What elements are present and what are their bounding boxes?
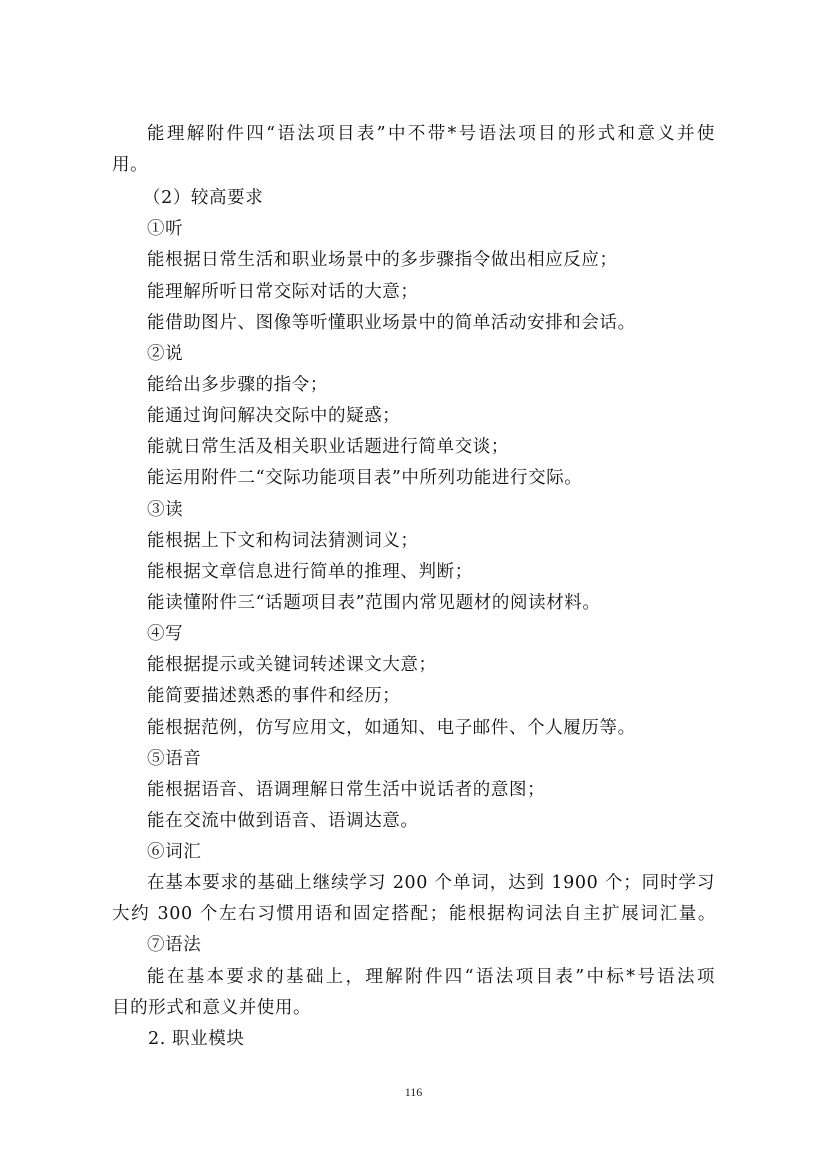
section-heading: 2. 职业模块 (148, 1029, 245, 1049)
paragraph-line: 目的形式和意义并使用。 (112, 998, 312, 1018)
paragraph-line: 在基本要求的基础上继续学习 200 个单词，达到 1900 个；同时学习 (147, 873, 715, 893)
paragraph-line: 能根据文章信息进行简单的推理、判断； (147, 562, 473, 582)
paragraph-line: 能简要描述熟悉的事件和经历； (147, 686, 401, 706)
paragraph-line: 能根据日常生活和职业场景中的多步骤指令做出相应反应； (147, 250, 618, 270)
paragraph-line: 用。 (112, 155, 149, 175)
paragraph-line: 能理解所听日常交际对话的大意； (147, 282, 419, 302)
page-number: 116 (404, 1085, 423, 1099)
subsection-heading: ⑤语音 (147, 749, 202, 769)
paragraph-line: 能运用附件二“交际功能项目表”中所列功能进行交际。 (147, 468, 583, 488)
paragraph-line: 能在交流中做到语音、语调达意。 (147, 811, 419, 831)
subsection-heading: ①听 (147, 219, 184, 239)
section-heading: （2）较高要求 (143, 188, 264, 208)
paragraph-line: 能在基本要求的基础上，理解附件四“语法项目表”中标*号语法项 (147, 967, 715, 987)
paragraph-line: 能根据提示或关键词转述课文大意； (147, 655, 437, 675)
paragraph-line: 能根据语音、语调理解日常生活中说话者的意图； (147, 780, 546, 800)
paragraph-line: 能就日常生活及相关职业话题进行简单交谈； (147, 437, 509, 457)
subsection-heading: ②说 (147, 344, 184, 364)
subsection-heading: ⑦语法 (147, 935, 202, 955)
paragraph-line: 能根据上下文和构词法猜测词义； (147, 531, 419, 551)
paragraph-line: 能借助图片、图像等听懂职业场景中的简单活动安排和会话。 (147, 313, 636, 333)
paragraph-line: 能通过询问解决交际中的疑惑； (147, 406, 401, 426)
paragraph-line: 能根据范例，仿写应用文，如通知、电子邮件、个人履历等。 (147, 718, 636, 738)
subsection-heading: ⑥词汇 (147, 842, 202, 862)
paragraph-line: 能理解附件四“语法项目表”中不带*号语法项目的形式和意义并使 (147, 124, 715, 144)
paragraph-line: 能给出多步骤的指令； (147, 375, 328, 395)
paragraph-line: 大约 300 个左右习惯用语和固定搭配；能根据构词法自主扩展词汇量。 (112, 904, 716, 924)
subsection-heading: ④写 (147, 624, 184, 644)
paragraph-line: 能读懂附件三“话题项目表”范围内常见题材的阅读材料。 (147, 593, 601, 613)
subsection-heading: ③读 (147, 500, 184, 520)
